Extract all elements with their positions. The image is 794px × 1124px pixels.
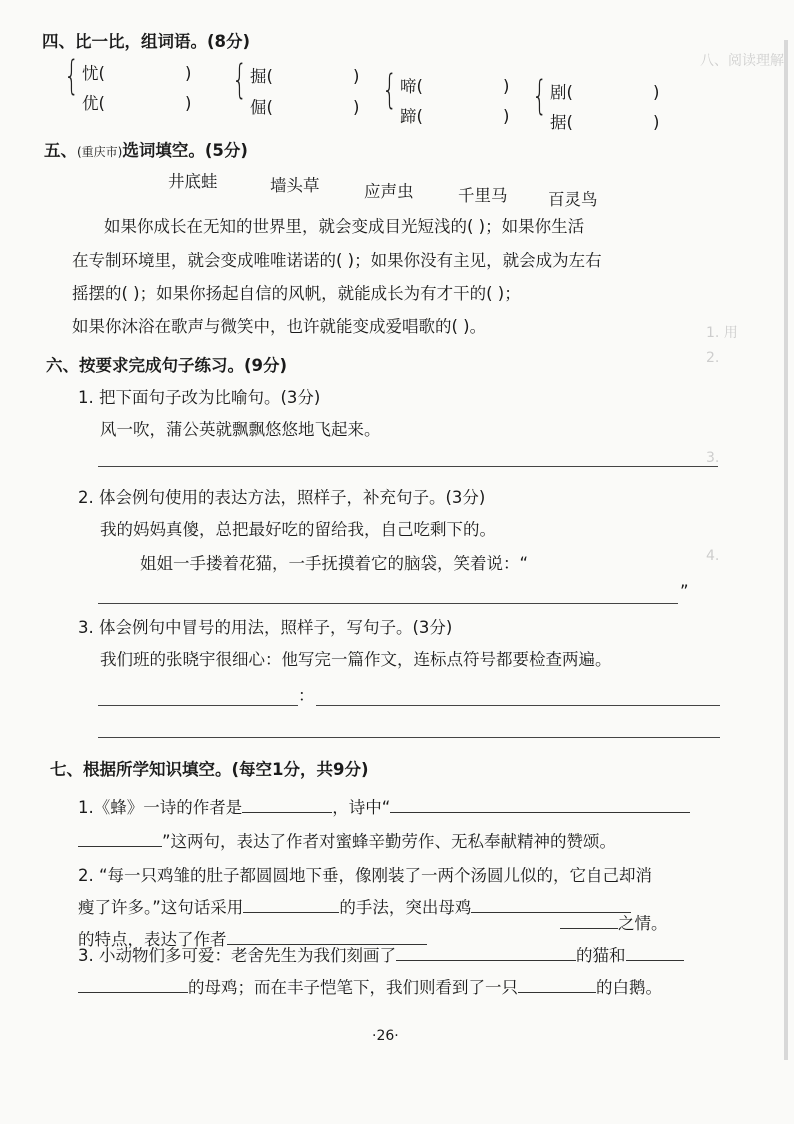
- closing-quote: ”: [680, 582, 689, 601]
- question-7-1: 1.《蜂》一诗的作者是 ，诗中“: [78, 794, 690, 818]
- fill-sentence-line: 在专制环境里，就会变成唯唯诺诺的( )；如果你没有主见，就会成为左右: [72, 251, 602, 270]
- blank[interactable]: [390, 794, 690, 813]
- word-group-3a: 啼( ): [400, 77, 510, 96]
- page-number: ·26·: [372, 1028, 399, 1044]
- brace-icon: {: [232, 57, 248, 103]
- word-group-4b: 据( ): [550, 113, 660, 132]
- word-group-3b: 蹄( ): [400, 107, 510, 126]
- bleed-through-text: 1. 用: [706, 325, 738, 341]
- word-group-1a: 忧( ): [82, 64, 192, 83]
- brace-icon: {: [532, 73, 548, 119]
- question-7-3-cont: 的母鸡；而在丰子恺笔下，我们则看到了一只 的白鹅。: [78, 974, 662, 998]
- answer-line[interactable]: [98, 737, 720, 738]
- blank[interactable]: [396, 942, 576, 961]
- question-7-2-cont2: 的特点，表达了作者: [78, 926, 427, 950]
- blank[interactable]: [560, 910, 618, 929]
- word-option: 百灵鸟: [548, 190, 598, 209]
- section-5-title: 五、(重庆市)选词填空。(5分): [44, 141, 248, 160]
- word-option: 墙头草: [270, 176, 320, 195]
- section-4-title: 四、比一比，组词语。(8分): [42, 32, 251, 51]
- bleed-through-text: 4.: [706, 548, 720, 564]
- fill-sentence-line: 摇摆的( )；如果你扬起自信的风帆，就能成长为有才干的( )；: [72, 284, 521, 303]
- bleed-through-text: 2.: [706, 350, 720, 366]
- answer-line[interactable]: [98, 466, 718, 467]
- word-group-4a: 剧( ): [550, 83, 660, 102]
- question-7-2: 2. “每一只鸡雏的肚子都圆圆地下垂，像刚装了一两个汤圆儿似的，它自己却消: [78, 866, 653, 885]
- answer-line[interactable]: [316, 705, 720, 706]
- blank[interactable]: [518, 974, 596, 993]
- scan-edge: [784, 40, 788, 1060]
- fill-sentence-line: 如果你成长在无知的世界里，就会变成目光短浅的( )；如果你生活: [104, 217, 585, 236]
- word-option: 应声虫: [364, 182, 414, 201]
- word-group-2a: 掘( ): [250, 67, 360, 86]
- blank[interactable]: [243, 894, 339, 913]
- word-option: 千里马: [458, 186, 508, 205]
- example-sentence: 风一吹，蒲公英就飘飘悠悠地飞起来。: [100, 420, 381, 439]
- answer-line[interactable]: [98, 603, 678, 604]
- question-6-1: 1. 把下面句子改为比喻句。(3分): [78, 388, 321, 407]
- question-7-2-end: 之情。: [560, 910, 668, 934]
- question-7-2-cont: 瘦了许多。”这句话采用 的手法，突出母鸡: [78, 894, 631, 918]
- bleed-through-text: 八、阅读理解: [700, 53, 784, 69]
- bleed-through-text: 3.: [706, 450, 720, 466]
- section-7-title: 七、根据所学知识填空。(每空1分，共9分): [50, 760, 369, 779]
- fill-sentence-line: 如果你沐浴在歌声与微笑中，也许就能变成爱唱歌的( )。: [72, 317, 487, 336]
- question-6-3: 3. 体会例句中冒号的用法，照样子，写句子。(3分): [78, 618, 453, 637]
- blank[interactable]: [78, 974, 188, 993]
- word-option: 井底蛙: [168, 172, 218, 191]
- brace-icon: {: [382, 67, 398, 113]
- blank[interactable]: [626, 942, 684, 961]
- answer-line[interactable]: [98, 705, 298, 706]
- question-7-3: 3. 小动物们多可爱：老舍先生为我们刻画了 的猫和: [78, 942, 684, 966]
- question-6-2: 2. 体会例句使用的表达方法，照样子，补充句子。(3分): [78, 488, 486, 507]
- brace-icon: {: [64, 53, 80, 99]
- example-sentence: 我的妈妈真傻，总把最好吃的留给我，自己吃剩下的。: [100, 520, 496, 539]
- question-7-1-cont: ”这两句，表达了作者对蜜蜂辛勤劳作、无私奉献精神的赞颂。: [78, 828, 616, 852]
- section-6-title: 六、按要求完成句子练习。(9分): [46, 356, 288, 375]
- blank[interactable]: [242, 794, 332, 813]
- prompt-sentence: 姐姐一手搂着花猫，一手抚摸着它的脑袋，笑着说：“: [140, 554, 529, 573]
- blank[interactable]: [78, 828, 162, 847]
- word-group-2b: 倔( ): [250, 98, 360, 117]
- word-group-1b: 优( ): [82, 94, 192, 113]
- example-sentence: 我们班的张晓宇很细心：他写完一篇作文，连标点符号都要检查两遍。: [100, 650, 612, 669]
- colon-mark: ：: [298, 686, 315, 705]
